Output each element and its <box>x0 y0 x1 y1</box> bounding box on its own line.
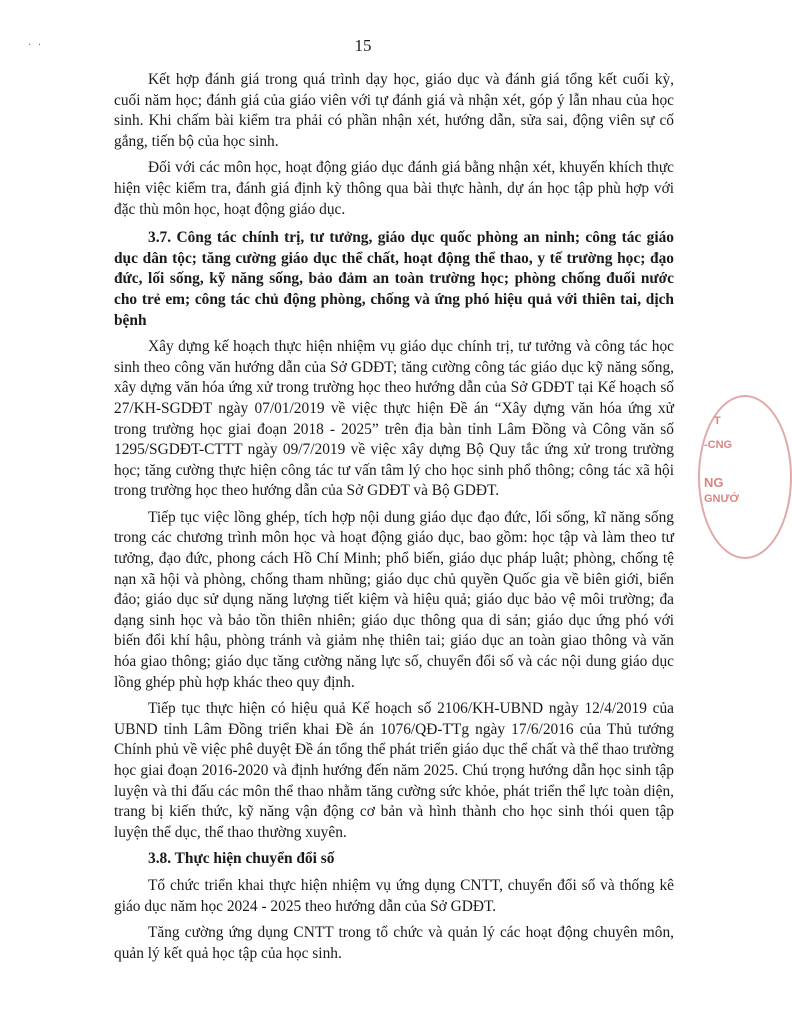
paragraph-integration: Tiếp tục việc lồng ghép, tích hợp nội dung giáo dục đạo đức, lối sống, kĩ năng sống trong các chương trình môn học và hoạt động giáo dục, bao gồm: học tập và làm theo tư tưởng, đạo đức, phong cách Hồ Chí Minh; phổ biến, giáo dục pháp luật; phòng, chống tệ nạn xã hội và phòng, chống tham nhũng; giáo dục chủ quyền Quốc gia về biên giới, biển đảo; giáo dục sử dụng năng lượng tiết kiệm và hiệu quả; giáo dục bảo vệ môi trường; đa dạng sinh học và bảo tồn thiên nhiên; giáo dục thông qua di sản; giáo dục ứng phó với biến đổi khí hậu, phòng tránh và giảm nhẹ thiên tai; giáo dục an toàn giao thông và văn hóa giao thông; giáo dục tăng cường năng lực số, chuyển đổi số và các nội dung giáo dục lồng ghép phù hợp khác theo quy định. <box>114 508 674 691</box>
page-number: 15 <box>354 36 372 55</box>
stamp-text-2: NG <box>704 475 724 490</box>
corner-mark: · · <box>28 40 44 51</box>
paragraph-it-application: Tăng cường ứng dụng CNTT trong tổ chức và quản lý các hoạt động chuyên môn, quản lý kết quả học tập của học sinh. <box>114 924 674 962</box>
stamp-text-3: GNƯỚ <box>704 493 740 505</box>
paragraph-physical-education: Tiếp tục thực hiện có hiệu quả Kế hoạch số 2106/KH-UBND ngày 12/4/2019 của UBND tỉnh Lâm Đồng triển khai Đề án 1076/QĐ-TTg ngày 17/6/2016 của Thủ tướng Chính phủ về việc phê duyệt Đề án tổng thể phát triển giáo dục thể chất và thể thao trường học giai đoạn 2016-2020 và định hướng đến năm 2025. Chú trọng hướng dẫn học sinh tập luyện và thi đấu các môn thể thao nhằm tăng cường sức khỏe, phát triển thể lực toàn diện, trang bị kiến thức, kỹ năng vận động cơ bản và hình thành cho học sinh thói quen tập luyện thể dục, thể thao thường xuyên. <box>114 700 674 841</box>
section-heading-3-7: 3.7. Công tác chính trị, tư tưởng, giáo dục quốc phòng an ninh; công tác giáo dục dân tộc; tăng cường giáo dục thể chất, hoạt động thể thao, y tế trường học; đạo đức, lối sống, kỹ năng sống, bảo đảm an toàn trường học; phòng chống đuối nước cho trẻ em; công tác chủ động phòng, chống và ứng phó hiệu quả với thiên tai, dịch bệnh <box>114 229 674 329</box>
section-heading-3-8: 3.8. Thực hiện chuyển đổi số <box>148 850 335 868</box>
stamp-text-4: T <box>714 415 721 427</box>
official-seal-stamp <box>698 395 792 559</box>
paragraph-assessment: Kết hợp đánh giá trong quá trình dạy học, giáo dục và đánh giá tổng kết cuối kỳ, cuối năm học; đánh giá của giáo viên với tự đánh giá và nhận xét, góp ý lẫn nhau của học sinh. Khi chấm bài kiểm tra phải có phần nhận xét, hướng dẫn, sửa sai, động viên sự cố gắng, tiến bộ của học sinh. <box>114 71 674 150</box>
paragraph-digital-transformation: Tổ chức triển khai thực hiện nhiệm vụ ứng dụng CNTT, chuyển đổi số và thống kê giáo dục năm học 2024 - 2025 theo hướng dẫn của Sở GDĐT. <box>114 876 674 915</box>
paragraph-periodic-evaluation: Đối với các môn học, hoạt động giáo dục đánh giá bằng nhận xét, khuyến khích thực hiện việc kiểm tra, đánh giá định kỳ thông qua bài thực hành, dự án học tập phù hợp với đặc thù môn học, hoạt động giáo dục. <box>114 159 674 218</box>
stamp-text-1: -CNG <box>704 439 733 451</box>
document-body <box>114 70 674 970</box>
paragraph-political-education-plan: Xây dựng kế hoạch thực hiện nhiệm vụ giáo dục chính trị, tư tưởng và công tác học sinh theo công văn hướng dẫn của Sở GDĐT; tăng cường công tác giáo dục kỹ năng sống, xây dựng văn hóa ứng xử trong trường học theo hướng dẫn của Sở GDĐT tại Kế hoạch số 27/KH-SGDĐT ngày 07/01/2019 về việc thực hiện Đề án “Xây dựng văn hóa ứng xử trong trường học giai đoạn 2018 - 2025” trên địa bàn tỉnh Lâm Đồng và Công văn số 1295/SGDĐT-CTTT ngày 09/7/2019 về việc xây dựng Bộ Quy tắc ứng xử trong trường học; tăng cường thực hiện công tác tư vấn tâm lý cho học sinh phổ thông; công tác xã hội trong trường học theo hướng dẫn của Sở GDĐT và Bộ GDĐT. <box>114 338 674 500</box>
